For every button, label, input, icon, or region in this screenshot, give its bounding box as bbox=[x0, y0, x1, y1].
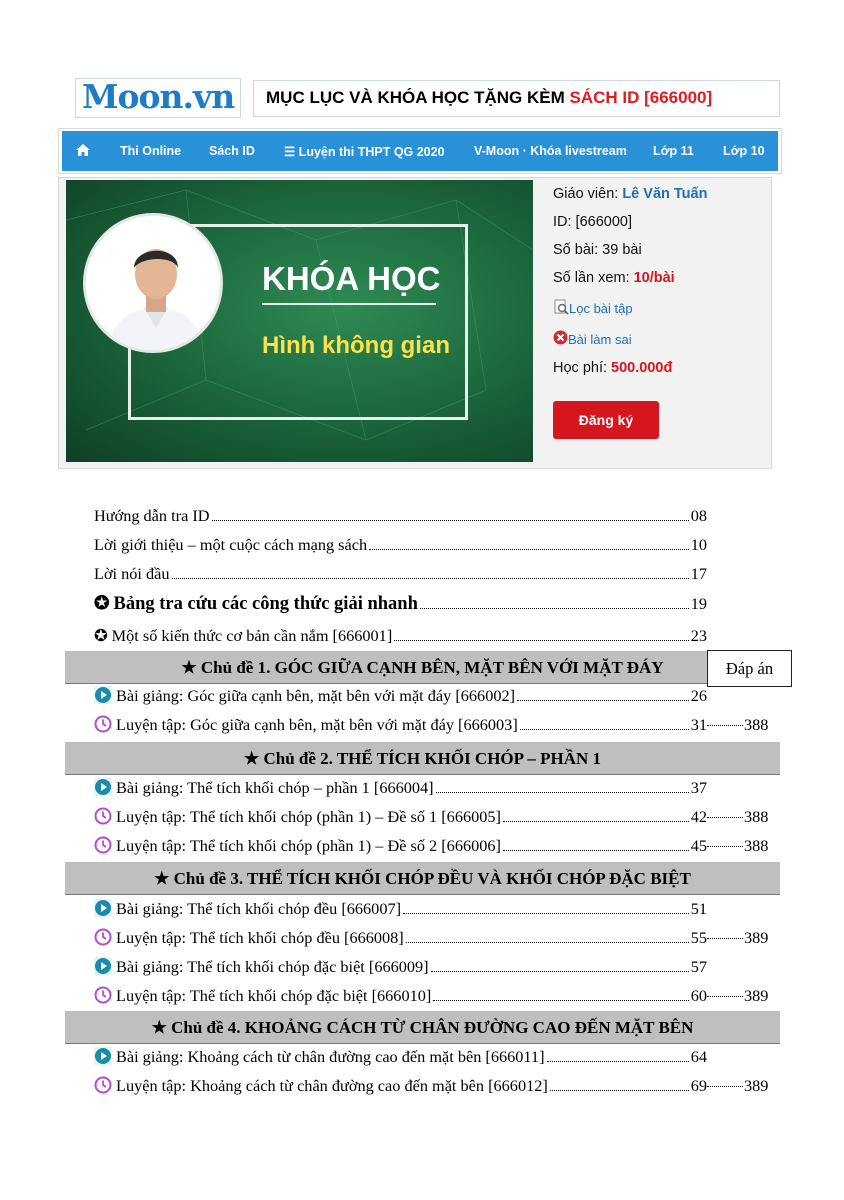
toc-item-page: 60 bbox=[690, 986, 707, 1005]
nav-item-thi-online[interactable]: Thi Online bbox=[120, 144, 182, 158]
answer-page-number: 389 bbox=[744, 928, 769, 947]
answer-page bbox=[707, 836, 768, 856]
chapter-bar bbox=[65, 862, 780, 895]
star-icon: ★ bbox=[243, 749, 264, 768]
register-button[interactable]: Đăng ký bbox=[553, 401, 659, 439]
lecture-row[interactable] bbox=[94, 899, 707, 919]
title-main: MỤC LỤC VÀ KHÓA HỌC TẶNG KÈM bbox=[266, 88, 570, 107]
fee-line bbox=[553, 360, 672, 376]
toc-item-page: 69 bbox=[690, 1076, 707, 1095]
chapter-bar bbox=[65, 742, 780, 775]
answer-page bbox=[707, 807, 768, 827]
teacher-line bbox=[553, 186, 707, 202]
star-icon: ★ bbox=[151, 1018, 172, 1037]
lecture-row[interactable] bbox=[94, 686, 707, 706]
lecture-row[interactable] bbox=[94, 778, 707, 798]
toc-item-page: 37 bbox=[690, 778, 707, 797]
toc-item-page: 26 bbox=[690, 686, 707, 705]
toc-title: Một số kiến thức cơ bản cần nắm [666001] bbox=[111, 626, 393, 645]
toc-intro-row[interactable] bbox=[94, 564, 707, 584]
clock-icon bbox=[94, 715, 112, 733]
wrong-link[interactable]: Bài làm sai bbox=[568, 332, 632, 347]
toc-item-title: Luyện tập: Thể tích khối chóp đặc biệt [666010] bbox=[116, 986, 432, 1005]
answer-page-number: 388 bbox=[744, 807, 769, 826]
play-icon bbox=[94, 957, 112, 975]
toc-item-title: Luyện tập: Thể tích khối chóp (phần 1) – Đề số 1 [666005] bbox=[116, 807, 501, 826]
toc-item-title: Luyện tập: Thể tích khối chóp (phần 1) – Đề số 2 [666006] bbox=[116, 836, 501, 855]
toc-page: 10 bbox=[690, 535, 707, 554]
answer-page bbox=[707, 986, 768, 1006]
lesson-count: Số bài: 39 bài bbox=[553, 242, 642, 258]
nav-item-sach-id[interactable]: Sách ID bbox=[209, 144, 255, 158]
gear-bullet-icon: ✪ bbox=[94, 626, 108, 645]
gear-bullet-icon: ✪ bbox=[94, 594, 110, 614]
answer-page-number: 388 bbox=[744, 715, 769, 734]
filter-link[interactable]: Lọc bài tập bbox=[569, 301, 633, 316]
wrong-icon bbox=[553, 330, 568, 345]
toc-intro-row[interactable] bbox=[94, 535, 707, 555]
view-count bbox=[553, 270, 675, 286]
toc-item-page: 45 bbox=[690, 836, 707, 855]
practice-row[interactable] bbox=[94, 715, 707, 735]
teacher-avatar bbox=[83, 213, 223, 353]
toc-item-title: Bài giảng: Góc giữa cạnh bên, mặt bên với mặt đáy [666002] bbox=[116, 686, 516, 705]
practice-row[interactable] bbox=[94, 1076, 707, 1096]
toc-item-page: 57 bbox=[690, 957, 707, 976]
chapter-bar bbox=[65, 1011, 780, 1044]
toc-item-page: 31 bbox=[690, 715, 707, 734]
answer-page bbox=[707, 928, 768, 948]
star-icon: ★ bbox=[154, 869, 174, 888]
banner-divider bbox=[262, 303, 436, 305]
nav-item-lop-11[interactable]: Lớp 11 bbox=[653, 144, 694, 158]
chapter-bar bbox=[65, 651, 780, 684]
fee-value: 500.000đ bbox=[611, 360, 673, 376]
lecture-row[interactable] bbox=[94, 957, 707, 977]
play-icon bbox=[94, 899, 112, 917]
chapter-title: Chủ đề 3. THỂ TÍCH KHỐI CHÓP ĐỀU VÀ KHỐI CHÓP ĐẶC BIỆT bbox=[173, 869, 691, 888]
answer-page-number: 388 bbox=[744, 836, 769, 855]
teacher-name[interactable]: Lê Văn Tuấn bbox=[622, 186, 708, 202]
wrong-link-row[interactable] bbox=[553, 330, 632, 348]
practice-row[interactable] bbox=[94, 836, 707, 856]
toc-intro-row[interactable] bbox=[94, 506, 707, 526]
toc-title: Bảng tra cứu các công thức giải nhanh bbox=[113, 594, 418, 614]
answer-page bbox=[707, 1076, 768, 1096]
clock-icon bbox=[94, 836, 112, 854]
course-banner[interactable] bbox=[66, 180, 533, 462]
toc-item-title: Luyện tập: Góc giữa cạnh bên, mặt bên với mặt đáy [666003] bbox=[116, 715, 518, 734]
toc-item-title: Luyện tập: Khoảng cách từ chân đường cao đến mặt bên [666012] bbox=[116, 1076, 548, 1095]
answer-page-number: 389 bbox=[744, 1076, 769, 1095]
fee-label: Học phí: bbox=[553, 360, 612, 376]
toc-intro-row[interactable] bbox=[94, 593, 707, 615]
toc-page: 17 bbox=[690, 564, 707, 583]
toc-title: Lời nói đầu bbox=[94, 564, 170, 583]
toc-intro-row[interactable] bbox=[94, 626, 707, 646]
home-icon[interactable] bbox=[76, 144, 90, 156]
views-value: 10/bài bbox=[633, 270, 675, 286]
toc-title: Lời giới thiệu – một cuộc cách mạng sách bbox=[94, 535, 368, 554]
page-title bbox=[253, 80, 780, 117]
course-id: ID: [666000] bbox=[553, 214, 632, 230]
chapter-title: Chủ đề 1. GÓC GIỮA CẠNH BÊN, MẶT BÊN VỚI MẶT ĐÁY bbox=[200, 658, 664, 677]
star-icon: ★ bbox=[181, 658, 201, 677]
toc-item-title: Luyện tập: Thể tích khối chóp đều [666008] bbox=[116, 928, 404, 947]
practice-row[interactable] bbox=[94, 807, 707, 827]
toc-item-title: Bài giảng: Thể tích khối chóp đều [666007] bbox=[116, 899, 402, 918]
practice-row[interactable] bbox=[94, 986, 707, 1006]
nav-bar bbox=[62, 131, 778, 171]
clock-icon bbox=[94, 986, 112, 1004]
toc-item-title: Bài giảng: Thể tích khối chóp – phần 1 [666004] bbox=[116, 778, 434, 797]
toc-item-page: 42 bbox=[690, 807, 707, 826]
play-icon bbox=[94, 1047, 112, 1065]
filter-icon bbox=[553, 299, 569, 315]
banner-title: KHÓA HỌC bbox=[262, 260, 441, 297]
play-icon bbox=[94, 686, 112, 704]
toc-page: 19 bbox=[690, 594, 707, 613]
toc-item-page: 51 bbox=[690, 899, 707, 918]
clock-icon bbox=[94, 928, 112, 946]
chapter-title: Chủ đề 2. THỂ TÍCH KHỐI CHÓP – PHẦN 1 bbox=[263, 749, 602, 768]
clock-icon bbox=[94, 1076, 112, 1094]
toc-item-title: Bài giảng: Khoảng cách từ chân đường cao đến mặt bên [666011] bbox=[116, 1047, 545, 1066]
chapter-title: Chủ đề 4. KHOẢNG CÁCH TỪ CHÂN ĐƯỜNG CAO ĐẾN MẶT BÊN bbox=[171, 1018, 694, 1037]
practice-row[interactable] bbox=[94, 928, 707, 948]
toc-page: 23 bbox=[690, 626, 707, 645]
play-icon bbox=[94, 778, 112, 796]
toc-item-title: Bài giảng: Thể tích khối chóp đặc biệt [666009] bbox=[116, 957, 429, 976]
nav-item-vmoon[interactable]: V-Moon · Khóa livestream bbox=[474, 144, 627, 158]
answer-page bbox=[707, 715, 768, 735]
toc-page: 08 bbox=[690, 506, 707, 525]
teacher-label: Giáo viên: bbox=[553, 186, 623, 202]
filter-link-row[interactable] bbox=[553, 299, 633, 317]
clock-icon bbox=[94, 807, 112, 825]
lecture-row[interactable] bbox=[94, 1047, 707, 1067]
toc-item-page: 55 bbox=[690, 928, 707, 947]
nav-item-lop-10[interactable]: Lớp 10 bbox=[723, 144, 765, 158]
views-label: Số lần xem: bbox=[553, 270, 634, 286]
title-highlight: SÁCH ID [666000] bbox=[569, 88, 713, 107]
answer-header: Đáp án bbox=[707, 650, 792, 687]
moon-logo[interactable]: Moon.vn bbox=[75, 78, 241, 118]
answer-page-number: 389 bbox=[744, 986, 769, 1005]
nav-item-luyen-thi[interactable]: ☰ Luyện thi THPT QG 2020 bbox=[284, 145, 445, 159]
toc-item-page: 64 bbox=[690, 1047, 707, 1066]
banner-subtitle: Hình không gian bbox=[262, 332, 450, 359]
toc-title: Hướng dẫn tra ID bbox=[94, 506, 210, 525]
